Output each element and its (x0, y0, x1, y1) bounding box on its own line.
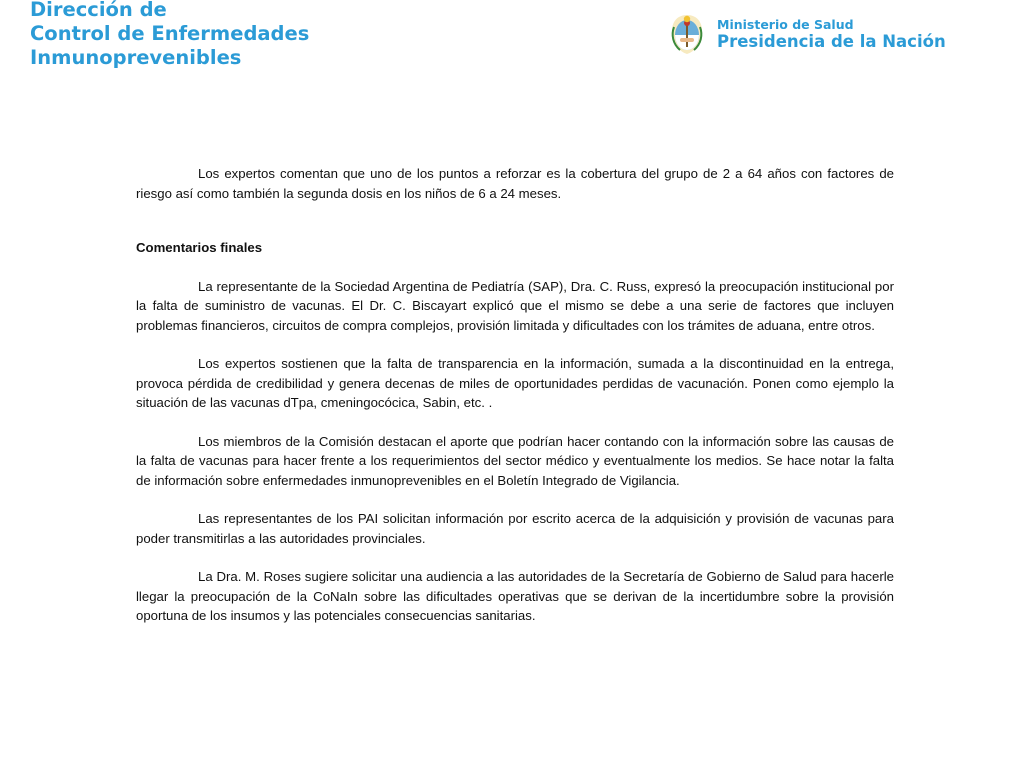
paragraph-roses: La Dra. M. Roses sugiere solicitar una audiencia a las autoridades de la Secretaría de Gobierno de Salud para hacerle llegar la preocupación de la CoNaIn sobre las dificultades operativas que se derivan de la incertidumbre sobre la provisión oportuna de los insumos y las potenciales consecuencias sanitarias. (136, 569, 894, 623)
org-title-line-2: Control de Enfermedades (30, 22, 310, 45)
paragraph-coverage: Los expertos comentan que uno de los puntos a reforzar es la cobertura del grupo de 2 a 64 años con factores de riesgo así como también la segunda dosis en los niños de 6 a 24 meses. (136, 166, 894, 201)
ministry-name: Ministerio de Salud (717, 16, 854, 32)
paragraph-pai: Las representantes de los PAI solicitan información por escrito acerca de la adquisición y provisión de vacunas para poder transmitirlas a las autoridades provinciales. (136, 511, 894, 546)
document-body (136, 164, 894, 626)
presidency-name: Presidencia de la Nación (717, 31, 946, 51)
paragraph-sap: La representante de la Sociedad Argentina de Pediatría (SAP), Dra. C. Russ, expresó la preocupación institucional por la falta de suministro de vacunas. El Dr. C. Biscayart explicó que el mismo se debe a una serie de factores que incluyen problemas financieros, circuitos de compra complejos, provisión limitada y dificultades con los trámites de aduana, entre otros. (136, 278, 894, 333)
ministry-logo (668, 13, 946, 55)
org-title-line-1: Dirección de (30, 0, 167, 21)
coat-of-arms-icon (668, 13, 706, 55)
paragraph-commission: Los miembros de la Comisión destacan el aporte que podrían hacer contando con la información sobre las causas de la falta de vacunas para hacer frente a los requerimientos del sector médico y eventualmente los medios. Se hace notar la falta de información sobre enfermedades inmunoprevenibles en el Boletín Integrado de Vigilancia. (136, 433, 894, 488)
section-heading: Comentarios finales (136, 240, 263, 255)
paragraph-transparency: Los expertos sostienen que la falta de transparencia en la información, sumada a la discontinuidad en la entrega, provoca pérdida de credibilidad y genera decenas de miles de oportunidades perdidas de vacunación. Ponen como ejemplo la situación de las vacunas dTpa, cmeningocócica, Sabin, etc. . (136, 356, 894, 410)
org-title-line-3: Inmunoprevenibles (30, 46, 242, 69)
org-title (30, 0, 309, 70)
ministry-text (717, 18, 946, 51)
